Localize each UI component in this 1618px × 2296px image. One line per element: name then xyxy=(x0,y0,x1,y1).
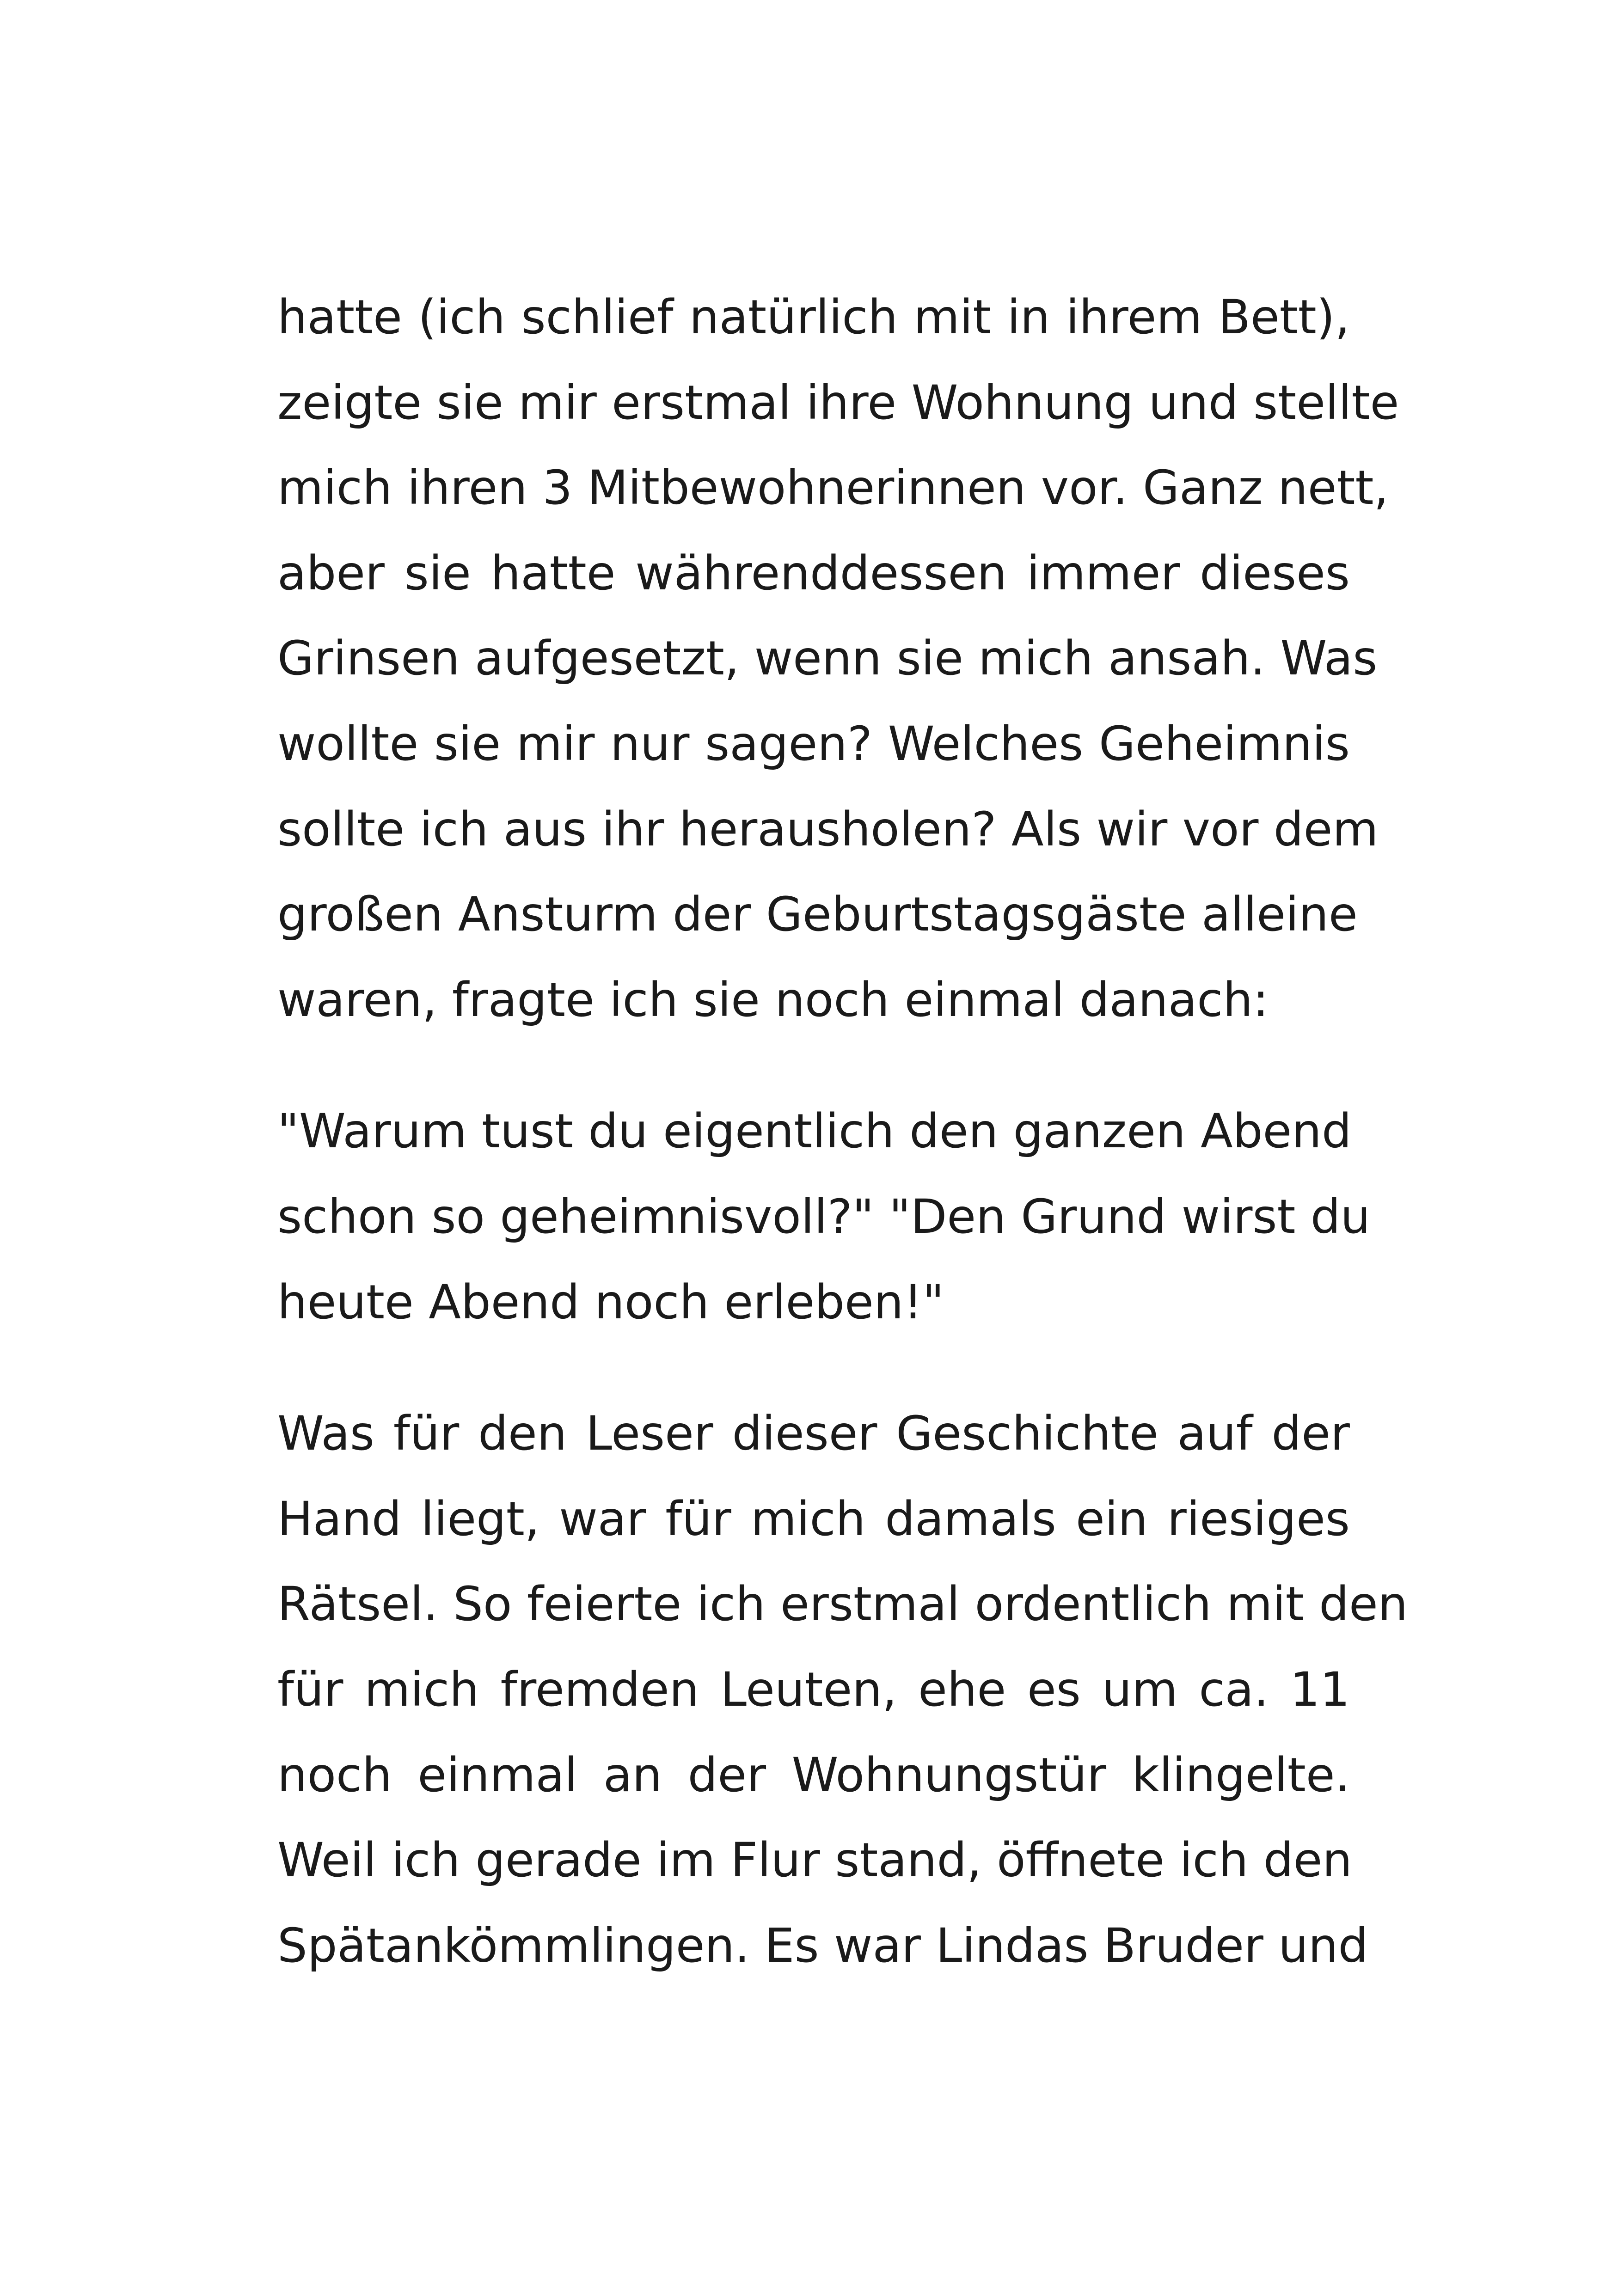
text-line: Rätsel. So feierte ich erstmal ordentlich mit den xyxy=(277,1577,1408,1632)
paragraph-1 xyxy=(277,275,1399,1043)
text-line: Grinsen aufgesetzt, wenn sie mich ansah. Was xyxy=(277,631,1378,686)
text-line: heute Abend noch erleben!" xyxy=(277,1274,944,1330)
text-line: mich ihren 3 Mitbewohnerinnen vor. Ganz nett, xyxy=(277,460,1389,516)
text-line: zeigte sie mir erstmal ihre Wohnung und stellte xyxy=(277,375,1399,430)
text-line: Weil ich gerade im Flur stand, öffnete ich den xyxy=(277,1833,1352,1888)
text-line: waren, fragte ich sie noch einmal danach: xyxy=(277,972,1269,1028)
paragraph-2 xyxy=(277,1089,1371,1345)
text-line: Hand liegt, war für mich damals ein riesiges xyxy=(277,1491,1350,1547)
text-line: wollte sie mir nur sagen? Welches Geheimnis xyxy=(277,716,1350,771)
text-line: für mich fremden Leuten, ehe es um ca. 11 xyxy=(277,1662,1350,1717)
text-line: schon so geheimnisvoll?" "Den Grund wirst du xyxy=(277,1189,1371,1244)
text-line: Was für den Leser dieser Geschichte auf der xyxy=(277,1406,1350,1462)
text-line: aber sie hatte währenddessen immer dieses xyxy=(277,545,1350,601)
paragraph-3 xyxy=(277,1391,1408,1989)
text-line: hatte (ich schlief natürlich mit in ihrem Bett), xyxy=(277,290,1350,345)
paragraph-spacer xyxy=(277,1345,1350,1391)
body-text xyxy=(277,275,1408,1989)
text-line: "Warum tust du eigentlich den ganzen Abend xyxy=(277,1104,1352,1159)
paragraph-spacer xyxy=(277,1043,1350,1089)
text-line: Spätankömmlingen. Es war Lindas Bruder und xyxy=(277,1918,1368,1973)
text-line: sollte ich aus ihr herausholen? Als wir vor dem xyxy=(277,802,1379,857)
text-line: noch einmal an der Wohnungstür klingelte. xyxy=(277,1747,1350,1803)
text-line: großen Ansturm der Geburtstagsgäste alleine xyxy=(277,887,1358,943)
